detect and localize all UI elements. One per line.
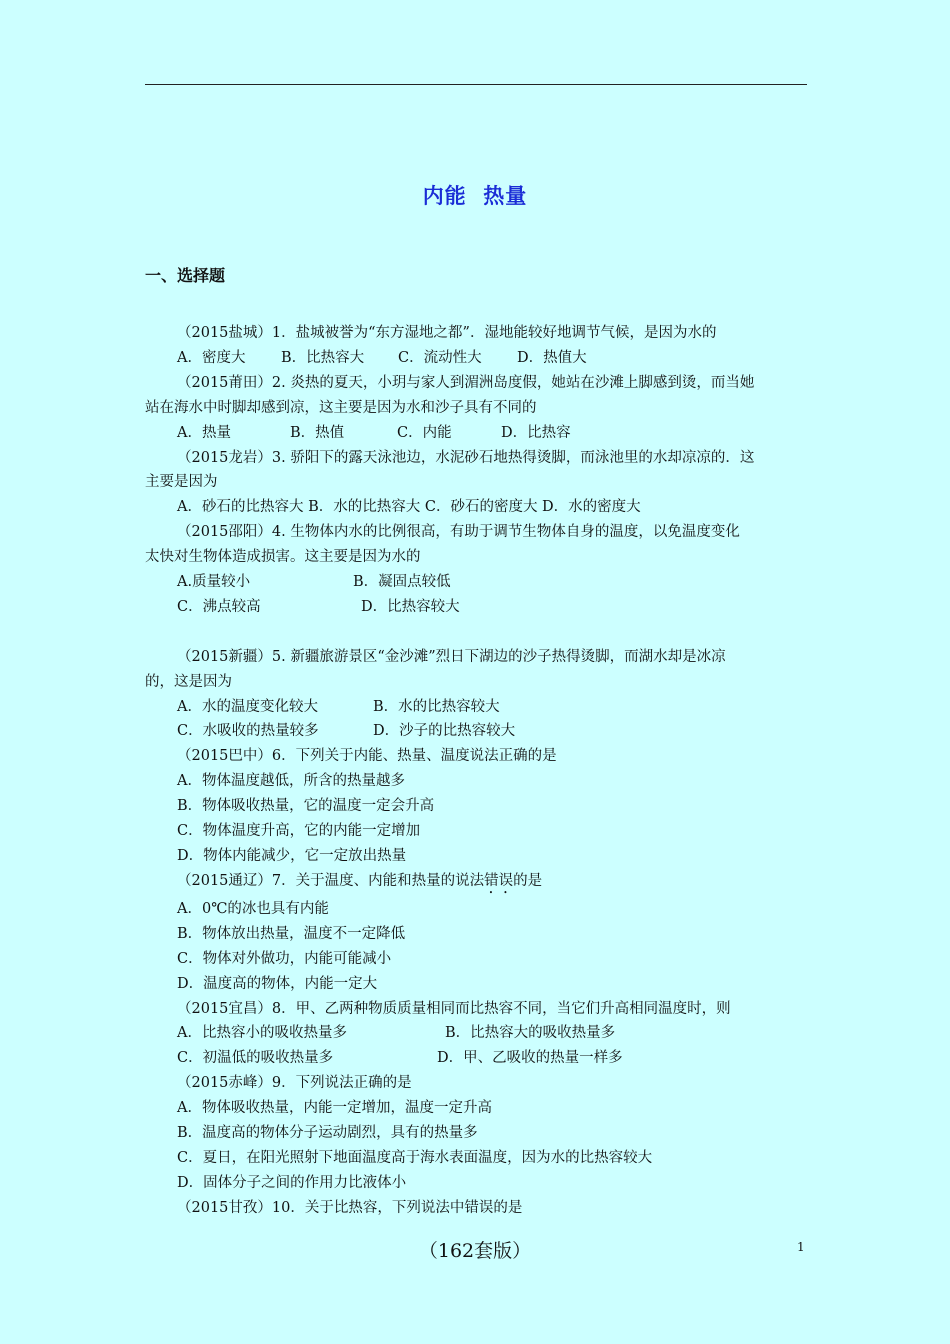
question-4-options-row-2 [145,595,807,620]
option-d: D．比热容较大 [361,598,460,615]
option-c: C．水吸收的热量较多 [177,723,319,740]
option-a: A．水的温度变化较大 [177,698,318,715]
question-2-options [145,421,807,446]
question-2-continued: 站在海水中时脚却感到凉，这主要是因为水和沙子具有不同的 [145,399,537,416]
option-d: D．固体分子之间的作用力比液体小 [177,1174,407,1191]
question-3: （2015龙岩）3. 骄阳下的露天泳池边，水泥砂石地热得烫脚，而泳池里的水却凉凉的．这 [177,449,755,466]
option-c: C．内能 [397,424,452,441]
option-b: B．物体放出热量，温度不一定降低 [177,925,406,942]
question-7 [145,869,807,897]
option-d: D．温度高的物体，内能一定大 [177,975,378,992]
spacer [145,620,807,645]
option-b: B．温度高的物体分子运动剧烈，具有的热量多 [177,1125,478,1142]
page-title: 内能 热量 [422,184,528,208]
option-a: A．物体温度越低，所含的热量越多 [177,773,405,790]
option-c: C．物体对外做功，内能可能减小 [177,950,392,967]
option-c: C．物体温度升高，它的内能一定增加 [177,823,421,840]
option-b: B．水的比热容较大 [373,698,500,715]
question-8-options-row-1 [145,1021,807,1046]
question-5-options-row-2 [145,719,807,744]
option-b: B．比热容大 [281,349,365,366]
question-5-continued: 的，这是因为 [145,673,232,690]
option-c: C．夏日，在阳光照射下地面温度高于海水表面温度，因为水的比热容较大 [177,1149,653,1166]
option-b: B．物体吸收热量，它的温度一定会升高 [177,798,435,815]
emphasized-word: 错误 [484,872,514,889]
option-a: A．0℃的冰也具有内能 [177,900,329,917]
option-a: A．物体吸收热量，内能一定增加，温度一定升高 [177,1100,492,1117]
question-6: （2015巴中）6．下列关于内能、热量、温度说法正确的是 [177,748,557,765]
option-b: B．凝固点较低 [353,574,451,591]
question-4: （2015邵阳）4. 生物体内水的比例很高，有助于调节生物体自身的温度，以免温度变化 [177,524,740,541]
option-a: A．热量 [177,424,231,441]
question-7-text: （2015通辽）7．关于温度、内能和热量的说法 [177,872,485,889]
question-list [145,321,807,1221]
question-4-continued: 太快对生物体造成损害。这主要是因为水的 [145,549,421,566]
option-a: A.质量较小 [177,574,251,591]
question-1: （2015盐城）1．盐城被誉为“东方湿地之都”．湿地能较好地调节气候，是因为水的 [177,325,717,341]
footer-label: （162套版） [418,1240,532,1262]
question-3-continued: 主要是因为 [145,474,218,491]
question-1-options [145,346,807,371]
option-a: A．密度大 [177,349,246,366]
question-8-options-row-2 [145,1046,807,1071]
question-3-options: A．砂石的比热容大 B．水的比热容大 C．砂石的密度大 D．水的密度大 [177,499,641,516]
header-rule [145,84,807,85]
question-5: （2015新疆）5. 新疆旅游景区“金沙滩”烈日下湖边的沙子热得烫脚，而湖水却是冰凉 [177,648,726,665]
option-b: B．热值 [290,424,345,441]
option-d: D．甲、乙吸收的热量一样多 [437,1050,623,1067]
option-d: D．物体内能减少，它一定放出热量 [177,848,407,865]
question-5-options-row-1 [145,695,807,720]
option-c: C．初温低的吸收热量多 [177,1050,334,1067]
question-7-text-end: 的是 [513,872,543,889]
section-heading: 一、选择题 [145,266,226,285]
question-8: （2015宜昌）8．甲、乙两种物质质量相同而比热容不同，当它们升高相同温度时，则 [177,1000,731,1017]
page-number: 1 [797,1240,805,1254]
option-a: A．比热容小的吸收热量多 [177,1025,347,1042]
option-d: D．沙子的比热容较大 [373,723,516,740]
question-2: （2015莆田）2. 炎热的夏天，小玥与家人到湄洲岛度假，她站在沙滩上脚感到烫，而当她 [177,374,755,391]
option-d: D．比热容 [501,424,571,441]
option-c: C．沸点较高 [177,598,261,615]
question-4-options-row-1 [145,570,807,595]
option-d: D．热值大 [517,349,587,366]
option-b: B．比热容大的吸收热量多 [445,1025,616,1042]
option-c: C．流动性大 [398,349,482,366]
question-10: （2015甘孜）10．关于比热容，下列说法中错误的是 [177,1199,523,1216]
question-9: （2015赤峰）9．下列说法正确的是 [177,1075,412,1092]
